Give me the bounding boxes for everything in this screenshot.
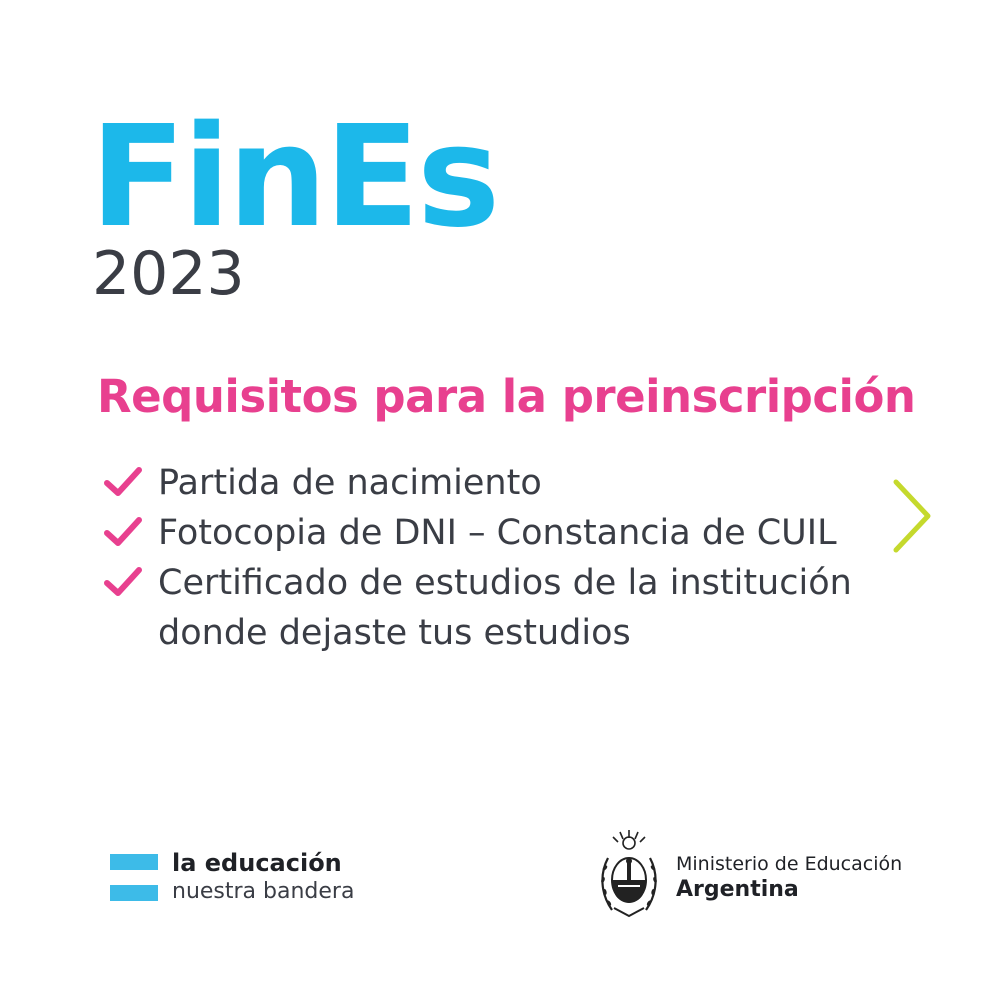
requirement-text: Certificado de estudios de la institución donde dejaste tus estudios	[158, 563, 852, 653]
check-icon	[104, 516, 142, 548]
program-title: FinEs	[90, 96, 498, 259]
program-year: 2023	[92, 239, 245, 309]
chevron-right-icon[interactable]	[888, 478, 936, 554]
ministry-logo	[598, 828, 903, 920]
flag-stripe-bottom	[110, 885, 158, 901]
check-icon	[104, 566, 142, 598]
requirement-text: Fotocopia de DNI – Constancia de CUIL	[158, 513, 837, 553]
requirements-list	[104, 458, 884, 658]
list-item	[104, 508, 884, 558]
slogan-line1: la educación	[172, 849, 342, 877]
ministry-name: Ministerio de Educación	[676, 853, 903, 875]
slogan-line2: nuestra bandera	[172, 879, 355, 904]
requirement-text: Partida de nacimiento	[158, 463, 542, 503]
country-name: Argentina	[676, 877, 799, 902]
coat-of-arms-icon	[598, 828, 660, 920]
flag-stripe-top	[110, 854, 158, 870]
list-item	[104, 558, 884, 658]
section-heading: Requisitos para la preinscripción	[97, 370, 916, 423]
education-slogan-logo	[110, 848, 430, 908]
check-icon	[104, 466, 142, 498]
list-item	[104, 458, 884, 508]
